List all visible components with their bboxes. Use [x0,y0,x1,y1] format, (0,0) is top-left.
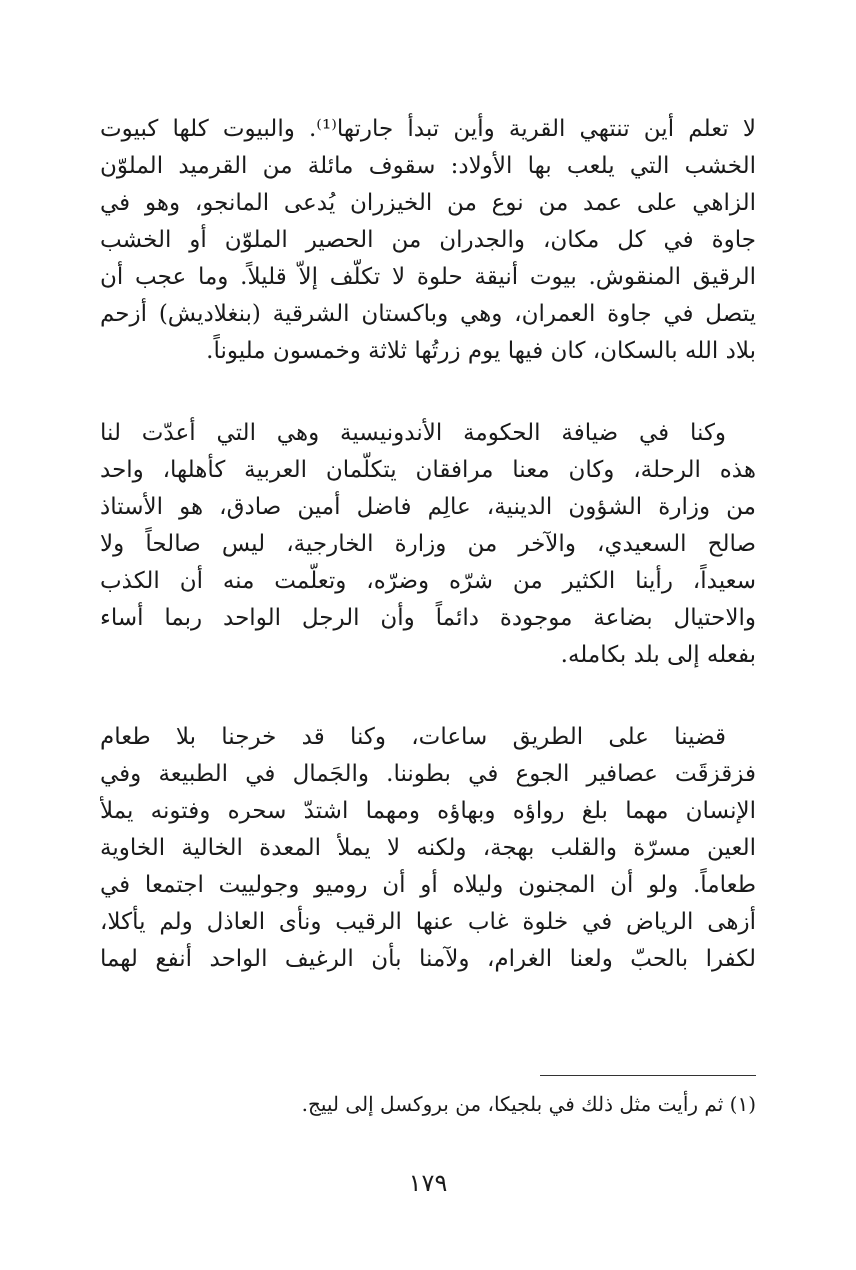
text-line: الخشب التي يلعب بها الأولاد: سقوف مائلة من القرميد الملوّن [100,153,756,179]
text-line: الرقيق المنقوش. بيوت أنيقة حلوة لا تكلّف إلاّ قليلاً. وما عجب أن [100,264,756,290]
paragraph-1 [100,111,756,370]
footnote-divider [540,1075,756,1076]
text-line: أزهى الرياض في خلوة غاب عنها الرقيب ونأى العاذل ولم يأكلا، [100,909,756,935]
text-line: لا تعلم أين تنتهي القرية وأين تبدأ جارتها⁽¹⁾. والبيوت كلها كبيوت [100,116,756,142]
text-line: جاوة في كل مكان، والجدران من الحصير الملوّن أو الخشب [100,227,756,253]
text-line: العين مسرّة والقلب بهجة، ولكنه لا يملأ المعدة الخالية الخاوية [100,835,756,861]
page-number: ١٧٩ [408,1169,448,1197]
text-line: الزاهي على عمد من نوع من الخيزران يُدعى المانجو، وهو في [100,190,756,216]
text-line: فزقزقَت عصافير الجوع في بطوننا. والجَمال في الطبيعة وفي [100,761,756,787]
text-line: من وزارة الشؤون الدينية، عالِم فاضل أمين صادق، هو الأستاذ [100,494,756,520]
paragraph-3 [100,719,756,978]
text-line: بفعله إلى بلد بكامله. [560,642,756,668]
text-line: لكفرا بالحبّ ولعنا الغرام، ولآمنا بأن الرغيف الواحد أنفع لهما [100,946,756,972]
text-line: يتصل في جاوة العمران، وهي وباكستان الشرقية (بنغلاديش) أزحم [100,301,756,327]
text-line: قضينا على الطريق ساعات، وكنا قد خرجنا بلا طعام [100,724,726,750]
text-line: بلاد الله بالسكان، كان فيها يوم زرتُها ثلاثة وخمسون مليوناً. [206,338,756,364]
text-line: والاحتيال بضاعة موجودة دائماً وأن الرجل الواحد ربما أساء [100,605,756,631]
footnote: (١) ثم رأيت مثل ذلك في بلجيكا، من بروكسل إلى لييج. [301,1092,756,1116]
text-line: الإنسان مهما بلغ رواؤه وبهاؤه ومهما اشتدّ سحره وفتونه يملأ [100,798,756,824]
text-line: هذه الرحلة، وكان معنا مرافقان يتكلّمان العربية كأهلها، واحد [100,457,756,483]
paragraph-2 [100,415,756,674]
text-line: طعاماً. ولو أن المجنون وليلاه أو أن روميو وجولييت اجتمعا في [100,872,756,898]
text-line: سعيداً، رأينا الكثير من شرّه وضرّه، وتعلّمت منه أن الكذب [100,568,756,594]
text-line: صالح السعيدي، والآخر من وزارة الخارجية، ليس صالحاً ولا [100,531,756,557]
text-line: وكنا في ضيافة الحكومة الأندونيسية وهي التي أعدّت لنا [100,420,726,446]
